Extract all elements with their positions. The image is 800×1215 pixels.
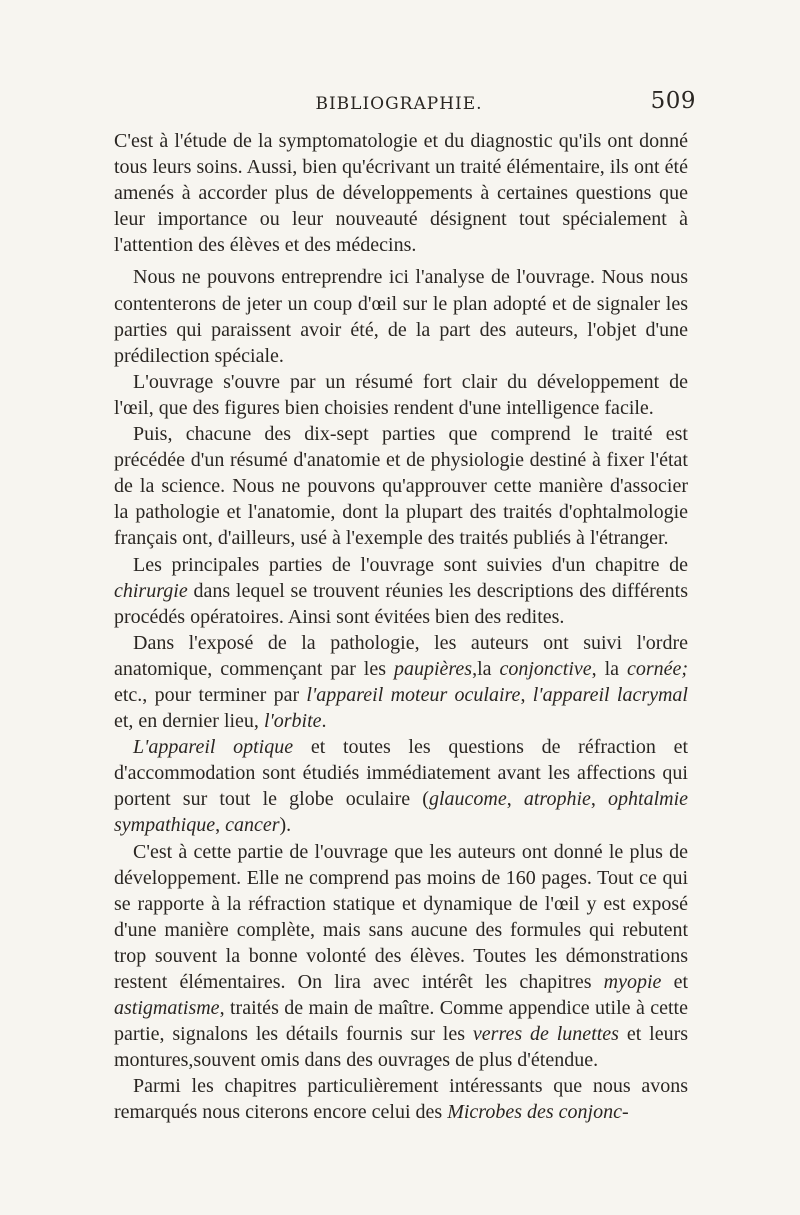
text: ).: [279, 814, 292, 837]
text: Puis, chacune des dix-sept parties que comprend le traité est précédée d'un résumé d'anatomie et de physiologie destiné à fixer l'état de la science. Nous ne pouvons qu'approuver cette manière d'associer la pathologie et l'anatomie, dont la plupart des traités d'ophtalmologie français ont, d'ailleurs, usé à l'exemple des traités publiés à l'étranger.: [114, 423, 688, 550]
text: .: [321, 710, 327, 733]
text: etc., pour terminer par: [114, 683, 307, 706]
paragraph: [114, 734, 688, 838]
paragraph: [114, 369, 688, 421]
text: ,la: [472, 657, 500, 680]
paragraph: [114, 839, 688, 1074]
italic-text: verres de lunettes: [472, 1023, 619, 1046]
text: et leurs montures,souvent omis dans des ouvrages de plus d'étendue.: [114, 1023, 689, 1072]
italic-text: atrophie: [523, 788, 591, 811]
italic-text: l'appareil moteur oculaire: [306, 683, 521, 706]
italic-text: L'appareil optique: [133, 736, 294, 759]
text: ,: [520, 683, 533, 706]
italic-text: Microbes des conjonc-: [447, 1101, 629, 1124]
italic-text: l'appareil lacrymal: [532, 683, 688, 706]
italic-text: glaucome: [428, 788, 507, 811]
italic-text: myopie: [603, 971, 662, 993]
italic-text: conjonctive: [499, 657, 592, 680]
text: Les principales parties de l'ouvrage sont suivies d'un chapitre de: [133, 553, 688, 576]
text: et: [661, 971, 689, 993]
paragraph: [114, 128, 688, 258]
italic-text: cancer: [225, 814, 280, 837]
paragraph: [114, 264, 688, 368]
text: Nous ne pouvons entreprendre ici l'analyse de l'ouvrage. Nous nous contenterons de jeter un coup d'œil sur le plan adopté et de signaler les parties qui paraissent avoir été, de la part des auteurs, l'objet d'une prédilection spéciale.: [114, 266, 688, 367]
paragraph: [114, 630, 688, 734]
italic-text: cornée;: [626, 657, 689, 680]
text: C'est à cette partie de l'ouvrage que les auteurs ont donné le plus de développement. Elle ne comprend pas moins de 160 pages. Tout ce qui se rapporte à la réfraction statique et dynamique de l'œil y est exposé d'une manière complète, mais sans aucune des formules qui rebutent trop souvent la bonne volonté des élèves. Toutes les démonstrations restent élémentaires. On lira avec intérêt les chapitres: [114, 840, 688, 993]
italic-text: astigmatisme: [114, 997, 220, 1020]
text: ,: [215, 814, 226, 837]
text: C'est à l'étude de la symptomatologie et du diagnostic qu'ils ont donné tous leurs soins. Aussi, bien qu'écrivant un traité élémentaire, ils ont été amenés à accorder plus de développements à certaines questions que leur importance ou leur nouveauté désignent tout spécialement à l'attention des élèves et des médecins.: [114, 130, 688, 257]
text: Parmi les chapitres particulièrement intéressants que nous avons remarqués nous citerons encore celui des: [114, 1075, 688, 1124]
text: Dans l'exposé de la pathologie, les auteurs ont suivi l'ordre anatomique, commençant par les: [114, 631, 688, 680]
running-header: [112, 88, 696, 124]
paragraph: [114, 1073, 688, 1125]
paragraph: [114, 421, 688, 551]
text: et, en dernier lieu,: [114, 710, 264, 733]
body-text: [114, 128, 688, 1126]
italic-text: ophtalmie sympathique: [114, 788, 689, 837]
text: dans lequel se trouvent réunies les descriptions des différents procédés opératoires. Ainsi sont évitées bien des redites.: [114, 579, 688, 628]
page-number: 509: [650, 88, 696, 114]
text: , traités de main de maître. Comme appendice utile à cette partie, signalons les détails fournis sur les: [114, 997, 688, 1046]
paragraph: [114, 552, 688, 630]
running-title: BIBLIOGRAPHIE.: [315, 94, 483, 114]
italic-text: l'orbite: [263, 710, 322, 733]
italic-text: paupières: [393, 657, 473, 680]
italic-text: chirurgie: [114, 579, 188, 602]
text: L'ouvrage s'ouvre par un résumé fort clair du développement de l'œil, que des figures bien choisies rendent d'une intelligence facile.: [114, 370, 688, 419]
text: ,: [590, 788, 609, 811]
text: et toutes les questions de réfraction et d'accommodation sont étudiés immédiatement avant les affections qui portent sur tout le globe oculaire (: [114, 736, 689, 811]
text: ,: [506, 788, 524, 811]
text: , la: [591, 657, 627, 680]
